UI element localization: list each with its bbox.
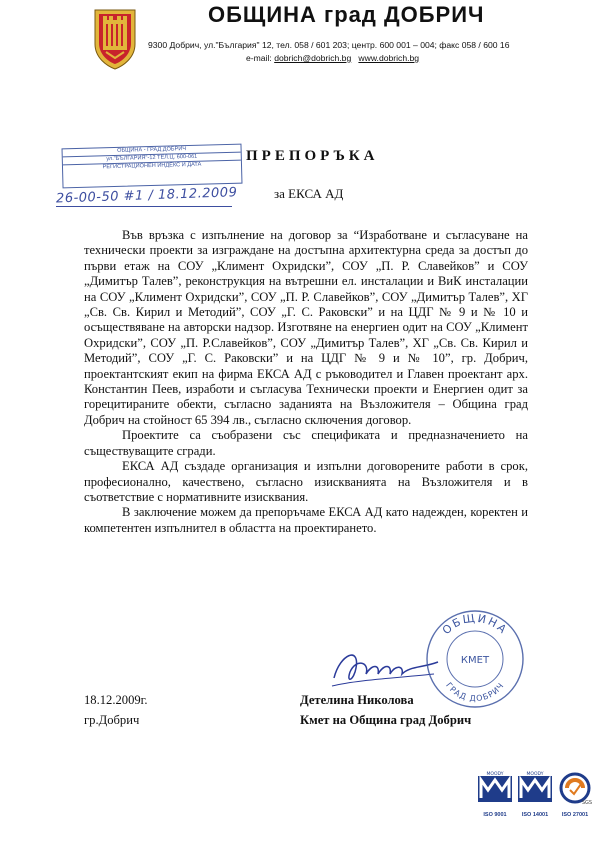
document-subtitle: за ЕКСА АД: [274, 186, 344, 201]
svg-text:КМЕТ: КМЕТ: [460, 655, 490, 666]
moody-iso14001-logo: [516, 770, 554, 818]
body-paragraph: В заключение можем да препоръчаме ЕКСА АД като надежден, коректен и компетентен изпълнител в областта на проектирането.: [84, 505, 528, 535]
organization-title: ОБЩИНА град ДОБРИЧ: [208, 2, 485, 27]
registration-number: 26-00-50 #1 / 18.12.2009: [55, 185, 238, 207]
body-paragraph: Проектите са съобразени със спецификата и предназначението на съществуващите сгради.: [84, 428, 528, 458]
signoff-place: гр.Добрич: [84, 713, 140, 727]
registration-underline: [56, 206, 232, 207]
sgs-iso27001-logo: [556, 770, 594, 818]
signoff-left: [84, 690, 148, 730]
svg-text:MOODY: MOODY: [486, 772, 504, 777]
email-label: e-mail:: [246, 53, 272, 63]
cert-standard-label: ISO 14001: [521, 812, 549, 818]
stamp-line-1: ОБЩИНА - ГРАД ДОБРИЧ: [63, 145, 241, 158]
website-link[interactable]: www.dobrich.bg: [358, 53, 420, 63]
certification-logos: [476, 770, 596, 830]
signatory-name: Детелина Николова: [300, 693, 414, 707]
svg-text:ГРАД ДОБРИЧ: ГРАД ДОБРИЧ: [444, 680, 506, 704]
signoff-right: [300, 690, 471, 730]
stamp-line-2: ул."БЪЛГАРИЯ"-12 ТЕЛ.Ц. 600-061: [63, 153, 241, 166]
signoff-date: 18.12.2009г.: [84, 693, 148, 707]
svg-text:SGS: SGS: [581, 800, 593, 806]
email-link[interactable]: dobrich@dobrich.bg: [274, 53, 352, 63]
document-title: ПРЕПОРЪКА: [246, 148, 379, 164]
cert-standard-label: ISO 9001: [483, 812, 507, 818]
body-paragraph: Във връзка с изпълнение на договор за “Изработване и съгласуване на технически проекти за изграждане на достъпна архитектурна среда за достъп до първи етаж на СОУ „Климент Охридски”, СОУ „П. Р. Славейков” и СОУ „Димитър Талев”, реконструкция на вътрешни ел. инсталации и ВиК инсталации на СОУ „Климент Охридски”, СОУ „П. Р. Славейков”, СОУ „Димитър Талев”, ХГ „Св. Св. Кирил и Методий”, СОУ „Г. С. Раковски” и на ЦДГ № 9 и № 10 и осъществяване на авторски надзор. Изготвяне на енергиен одит на СОУ „Климент Охридски”, СОУ „П. Р.Славейков”, СОУ „Димитър Талев”, ХГ „Св. Св. Кирил и Методий”, СОУ „Г. С. Раковски” и на ЦДГ № 9 и № 10”, гр. Добрич, проектантският екип на фирма ЕКСА АД с ръководител и Главен проектант арх. Константин Пеев, изработи и съгласува Технически проекти и Енергиен одит за горецитираните обекти, съгласно заданията на Възложителя – Община град Добрич на стойност 65 394 лв., съгласно сключения договор.: [84, 228, 528, 427]
moody-logo-icon: [477, 770, 513, 806]
cert-standard-label: ISO 27001: [561, 812, 589, 818]
moody-logo-icon: [517, 770, 553, 806]
sgs-logo-icon: [557, 770, 593, 806]
contact-line: [246, 53, 419, 63]
body-paragraph: ЕКСА АД създаде организация и изпълни договорените работи в срок, професионално, качествено, съгласно изискванията на Възложителя и в съответствие с нормативните изисквания.: [84, 459, 528, 504]
svg-text:ОБЩИНА: ОБЩИНА: [439, 611, 511, 638]
address-line: 9300 Добрич, ул."България" 12, тел. 058 / 601 203; центр. 600 001 – 004; факс 058 / 600 16: [148, 40, 510, 50]
signatory-position: Кмет на Община град Добрич: [300, 713, 472, 727]
svg-text:MOODY: MOODY: [526, 772, 544, 777]
letter-body: [84, 228, 528, 536]
registration-stamp: [62, 144, 243, 189]
moody-iso9001-logo: [476, 770, 514, 818]
coat-of-arms-logo: [92, 6, 138, 70]
stamp-line-3: РЕГИСТРАЦИОНЕН ИНДЕКС И ДАТА: [102, 161, 202, 171]
